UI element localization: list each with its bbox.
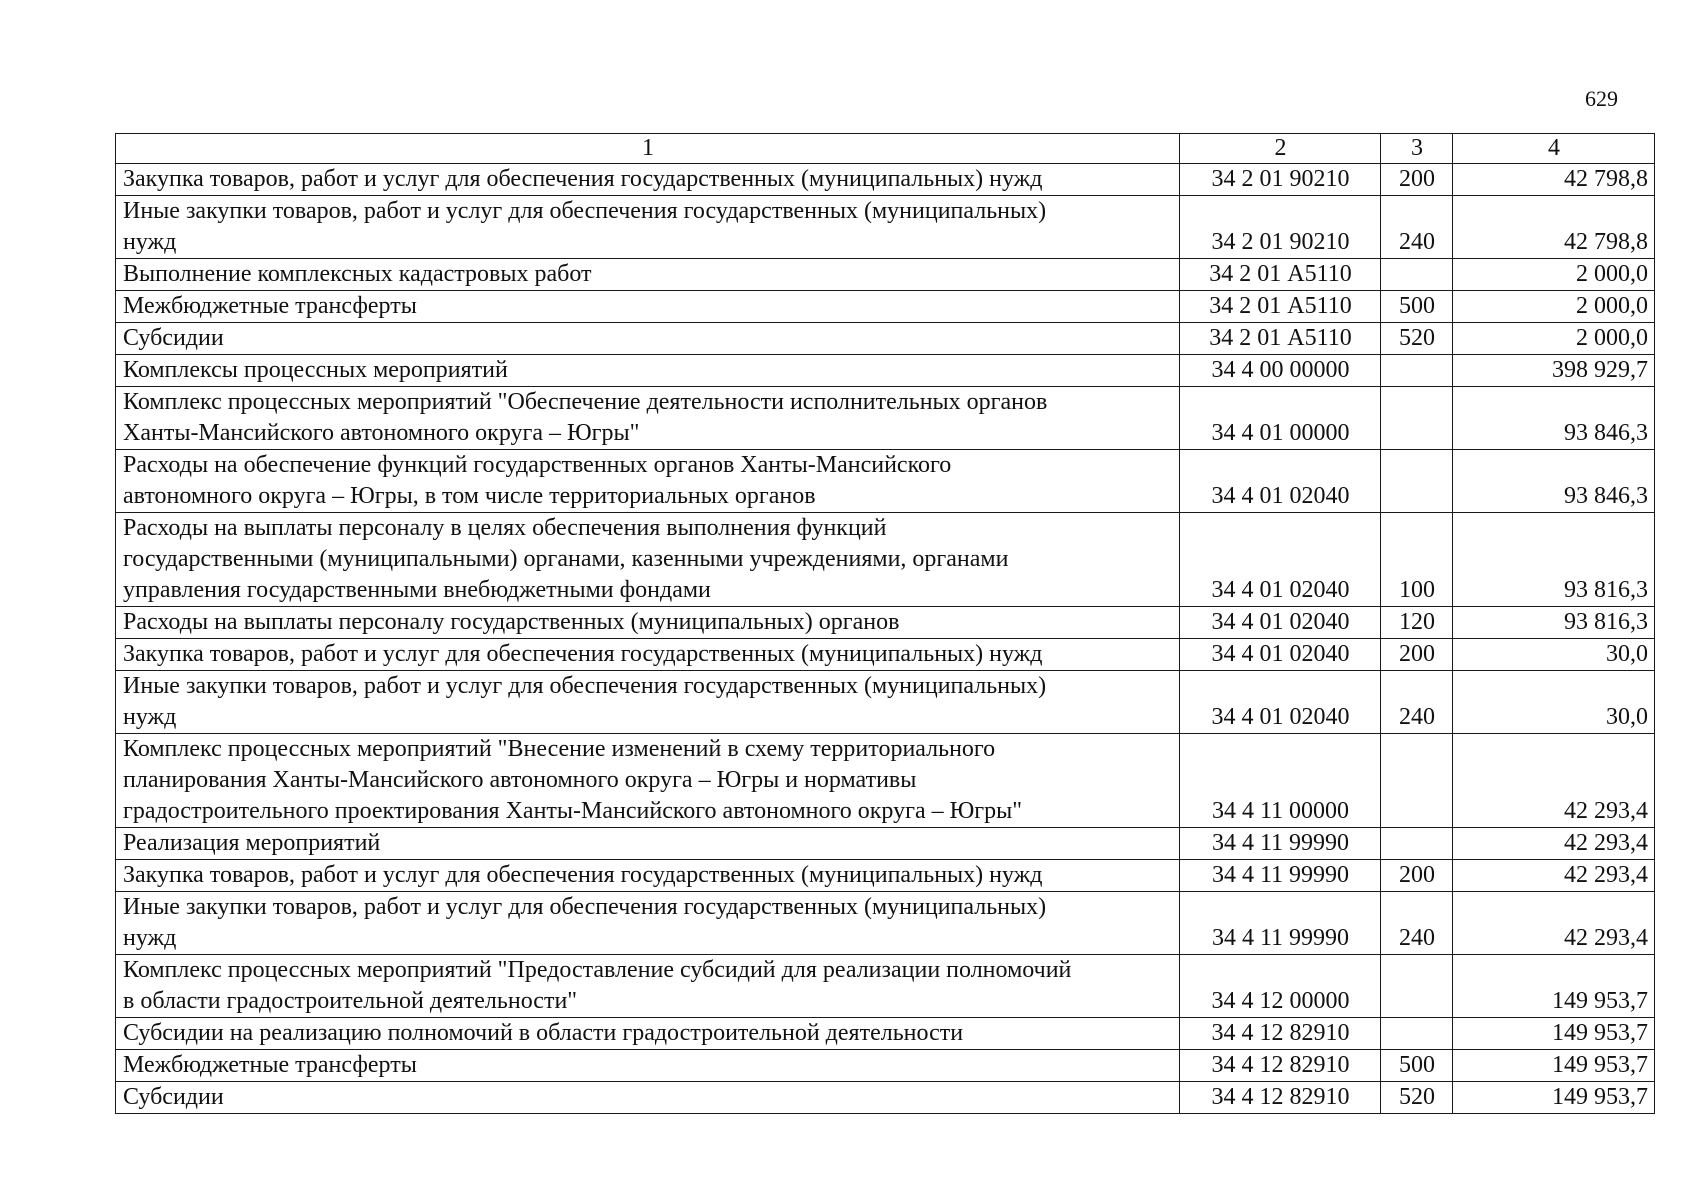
cell-amount: 42 798,8 [1453,164,1655,196]
table-row [116,450,1655,513]
column-header-type: 3 [1381,134,1453,164]
cell-code: 34 4 01 02040 [1180,513,1381,607]
cell-amount: 149 953,7 [1453,955,1655,1018]
cell-name: Субсидии [116,323,1180,355]
cell-amount: 42 293,4 [1453,860,1655,892]
cell-expense-type: 100 [1381,513,1453,607]
table-row [116,955,1655,1018]
table-row [116,387,1655,450]
cell-amount: 42 293,4 [1453,828,1655,860]
cell-expense-type: 520 [1381,323,1453,355]
cell-expense-type: 500 [1381,1050,1453,1082]
table-row [116,828,1655,860]
cell-code: 34 4 11 99990 [1180,892,1381,955]
cell-name: Выполнение комплексных кадастровых работ [116,259,1180,291]
cell-name: Иные закупки товаров, работ и услуг для обеспечения государственных (муниципальных) нужд [116,196,1180,259]
table-body [116,164,1655,1114]
column-header-name: 1 [116,134,1180,164]
cell-expense-type [1381,828,1453,860]
cell-code: 34 2 01 А5110 [1180,291,1381,323]
column-header-code: 2 [1180,134,1381,164]
cell-expense-type: 200 [1381,639,1453,671]
table-row [116,671,1655,734]
cell-code: 34 4 01 02040 [1180,671,1381,734]
cell-code: 34 4 01 00000 [1180,387,1381,450]
cell-amount: 2 000,0 [1453,291,1655,323]
cell-expense-type [1381,355,1453,387]
cell-amount: 30,0 [1453,639,1655,671]
cell-name: Комплекс процессных мероприятий "Предоставление субсидий для реализации полномочий в области градостроительной деятельности" [116,955,1180,1018]
table-row [116,323,1655,355]
cell-amount: 93 816,3 [1453,607,1655,639]
table-row [116,259,1655,291]
cell-name: Субсидии [116,1082,1180,1114]
cell-expense-type: 200 [1381,860,1453,892]
cell-name: Закупка товаров, работ и услуг для обеспечения государственных (муниципальных) нужд [116,860,1180,892]
cell-expense-type: 120 [1381,607,1453,639]
table-row [116,1082,1655,1114]
page-number: 629 [1585,86,1618,111]
cell-expense-type [1381,450,1453,513]
cell-expense-type: 200 [1381,164,1453,196]
cell-code: 34 4 11 99990 [1180,860,1381,892]
cell-amount: 2 000,0 [1453,323,1655,355]
table-row [116,607,1655,639]
table-row [116,639,1655,671]
cell-expense-type [1381,387,1453,450]
cell-amount: 42 293,4 [1453,734,1655,828]
table-row [116,1050,1655,1082]
cell-expense-type: 500 [1381,291,1453,323]
cell-code: 34 4 12 82910 [1180,1050,1381,1082]
cell-code: 34 4 11 99990 [1180,828,1381,860]
cell-expense-type [1381,955,1453,1018]
cell-code: 34 2 01 А5110 [1180,323,1381,355]
cell-code: 34 4 12 82910 [1180,1082,1381,1114]
cell-code: 34 4 00 00000 [1180,355,1381,387]
cell-amount: 30,0 [1453,671,1655,734]
table-row [116,355,1655,387]
cell-expense-type: 240 [1381,892,1453,955]
cell-name: Межбюджетные трансферты [116,291,1180,323]
cell-name: Закупка товаров, работ и услуг для обеспечения государственных (муниципальных) нужд [116,639,1180,671]
cell-code: 34 4 01 02040 [1180,639,1381,671]
cell-code: 34 4 12 00000 [1180,955,1381,1018]
table-row [116,196,1655,259]
table-row [116,860,1655,892]
cell-name: Межбюджетные трансферты [116,1050,1180,1082]
cell-name: Субсидии на реализацию полномочий в области градостроительной деятельности [116,1018,1180,1050]
cell-name: Комплексы процессных мероприятий [116,355,1180,387]
cell-amount: 149 953,7 [1453,1050,1655,1082]
cell-amount: 93 816,3 [1453,513,1655,607]
cell-name: Иные закупки товаров, работ и услуг для обеспечения государственных (муниципальных) нужд [116,671,1180,734]
cell-code: 34 4 01 02040 [1180,450,1381,513]
cell-code: 34 4 12 82910 [1180,1018,1381,1050]
table-row [116,892,1655,955]
cell-name: Расходы на выплаты персоналу в целях обеспечения выполнения функций государственными (муниципальными) органами, казенными учреждениями, органами управления государственными внебюджетными фондами [116,513,1180,607]
cell-name: Комплекс процессных мероприятий "Внесение изменений в схему территориального планирования Ханты-Мансийского автономного округа – Югры и нормативы градостроительного проектирования Ханты-Мансийского автономного округа – Югры" [116,734,1180,828]
cell-name: Закупка товаров, работ и услуг для обеспечения государственных (муниципальных) нужд [116,164,1180,196]
table-row [116,1018,1655,1050]
cell-expense-type [1381,1018,1453,1050]
table-row [116,164,1655,196]
cell-expense-type: 240 [1381,671,1453,734]
column-header-amount: 4 [1453,134,1655,164]
cell-code: 34 2 01 А5110 [1180,259,1381,291]
cell-expense-type [1381,259,1453,291]
table-header-row [116,134,1655,164]
cell-amount: 149 953,7 [1453,1018,1655,1050]
cell-code: 34 4 01 02040 [1180,607,1381,639]
cell-amount: 149 953,7 [1453,1082,1655,1114]
cell-name: Иные закупки товаров, работ и услуг для обеспечения государственных (муниципальных) нужд [116,892,1180,955]
cell-amount: 42 293,4 [1453,892,1655,955]
cell-code: 34 2 01 90210 [1180,196,1381,259]
cell-expense-type: 520 [1381,1082,1453,1114]
cell-name: Реализация мероприятий [116,828,1180,860]
table-row [116,734,1655,828]
cell-expense-type [1381,734,1453,828]
cell-code: 34 2 01 90210 [1180,164,1381,196]
table-row [116,513,1655,607]
table-row [116,291,1655,323]
budget-table [115,133,1655,1114]
cell-amount: 42 798,8 [1453,196,1655,259]
cell-code: 34 4 11 00000 [1180,734,1381,828]
cell-name: Комплекс процессных мероприятий "Обеспечение деятельности исполнительных органов Ханты-Мансийского автономного округа – Югры" [116,387,1180,450]
cell-amount: 2 000,0 [1453,259,1655,291]
cell-amount: 93 846,3 [1453,450,1655,513]
cell-amount: 93 846,3 [1453,387,1655,450]
cell-name: Расходы на обеспечение функций государственных органов Ханты-Мансийского автономного округа – Югры, в том числе территориальных органов [116,450,1180,513]
cell-name: Расходы на выплаты персоналу государственных (муниципальных) органов [116,607,1180,639]
cell-amount: 398 929,7 [1453,355,1655,387]
cell-expense-type: 240 [1381,196,1453,259]
